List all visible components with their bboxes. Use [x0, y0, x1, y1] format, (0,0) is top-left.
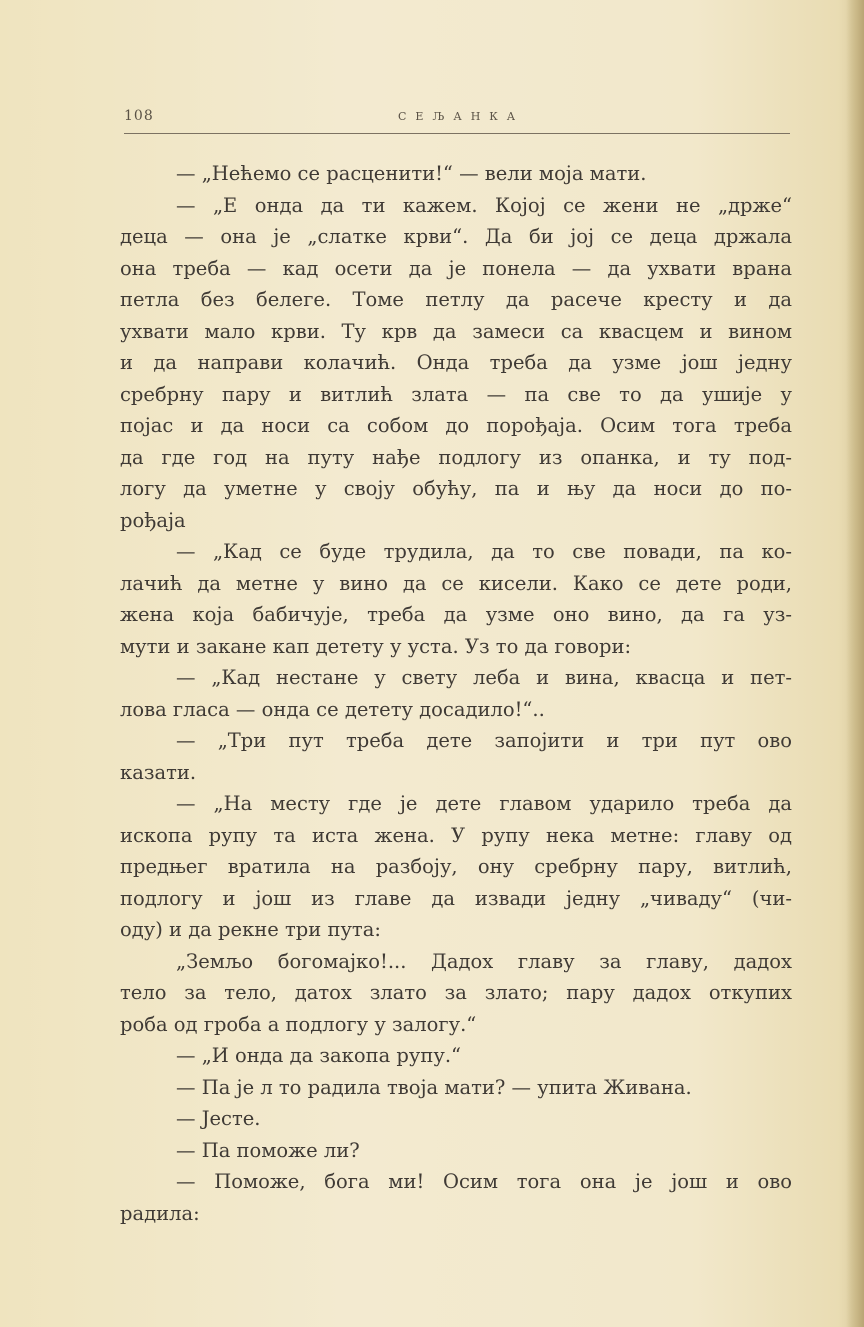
- text-line: лова гласа — онда се детету досадило!“..: [120, 697, 545, 721]
- text-line: логу да уметне у своју обућу, па и њу да носи до по-: [120, 477, 792, 500]
- text-line: појас и да носи са собом до порођаја. Осим тога треба: [120, 414, 792, 437]
- text-line: петла без белеге. Томе петлу да расече кресту и да: [120, 288, 792, 311]
- text-line: она треба — кад осети да је понела — да ухвати врана: [120, 256, 792, 280]
- text-line: — „Нећемо се расценити!“ — вели моја мати.: [176, 162, 647, 185]
- text-line: роба од гроба а подлогу у залогу.“: [120, 1012, 477, 1036]
- text-line: предњег вратила на разбоју, ону сребрну пару, витлић,: [120, 855, 792, 878]
- page-number: 108: [124, 108, 154, 124]
- text-line: „Земљо богомајко!... Дадох главу за главу, дадох: [176, 949, 792, 973]
- page-edge-shadow: [846, 0, 864, 1327]
- text-line: — „Кад нестане у свету леба и вина, квасца и пет-: [176, 666, 792, 689]
- running-header: [124, 108, 790, 130]
- text-line: — Па поможе ли?: [176, 1138, 360, 1162]
- header-rule: [124, 133, 790, 134]
- text-line: лачић да метне у вино да се кисели. Како се дете роди,: [120, 571, 792, 595]
- text-line: — „Три пут треба дете запојити и три пут ово: [176, 729, 792, 752]
- text-line: жена која бабичује, треба да узме оно вино, да га уз-: [120, 603, 792, 626]
- text-line: подлогу и још из главе да извади једну „чиваду“ (чи-: [120, 886, 792, 910]
- text-line: да где год на путу нађе подлогу из опанка, и ту под-: [120, 445, 792, 469]
- body-text: [120, 158, 792, 1229]
- text-line: — Јесте.: [176, 1107, 261, 1130]
- text-line: — „Кад се буде трудила, да то све повади, па ко-: [176, 540, 792, 563]
- text-line: тело за тело, датох злато за злато; пару дадох откупих: [120, 981, 792, 1004]
- text-line: — Па је л то радила твоја мати? — упита Живана.: [176, 1075, 692, 1099]
- text-line: — Поможе, бога ми! Осим тога она је још и ово: [176, 1170, 792, 1193]
- text-line: — „И онда да закопа рупу.“: [176, 1044, 462, 1067]
- text-line: оду) и да рекне три пута:: [120, 918, 381, 941]
- text-line: ископа рупу та иста жена. У рупу нека метне: главу од: [120, 823, 792, 847]
- text-line: казати.: [120, 760, 197, 784]
- text-line: мути и закане кап детету у уста. Уз то да говори:: [120, 634, 632, 658]
- text-line: — „Е онда да ти кажем. Којој се жени не „држе“: [176, 193, 792, 217]
- text-line: и да направи колачић. Онда треба да узме још једну: [120, 351, 792, 374]
- text-line: рођаја: [120, 508, 186, 532]
- text-line: сребрну пару и витлић злата — па све то да ушије у: [120, 382, 792, 406]
- running-title: СЕЉАНКА: [398, 110, 525, 123]
- text-line: радила:: [120, 1201, 200, 1225]
- text-line: деца — она је „слатке крви“. Да би јој се деца држала: [120, 225, 792, 248]
- text-line: ухвати мало крви. Ту крв да замеси са квасцем и вином: [120, 319, 792, 343]
- text-line: — „На месту где је дете главом ударило треба да: [176, 792, 792, 815]
